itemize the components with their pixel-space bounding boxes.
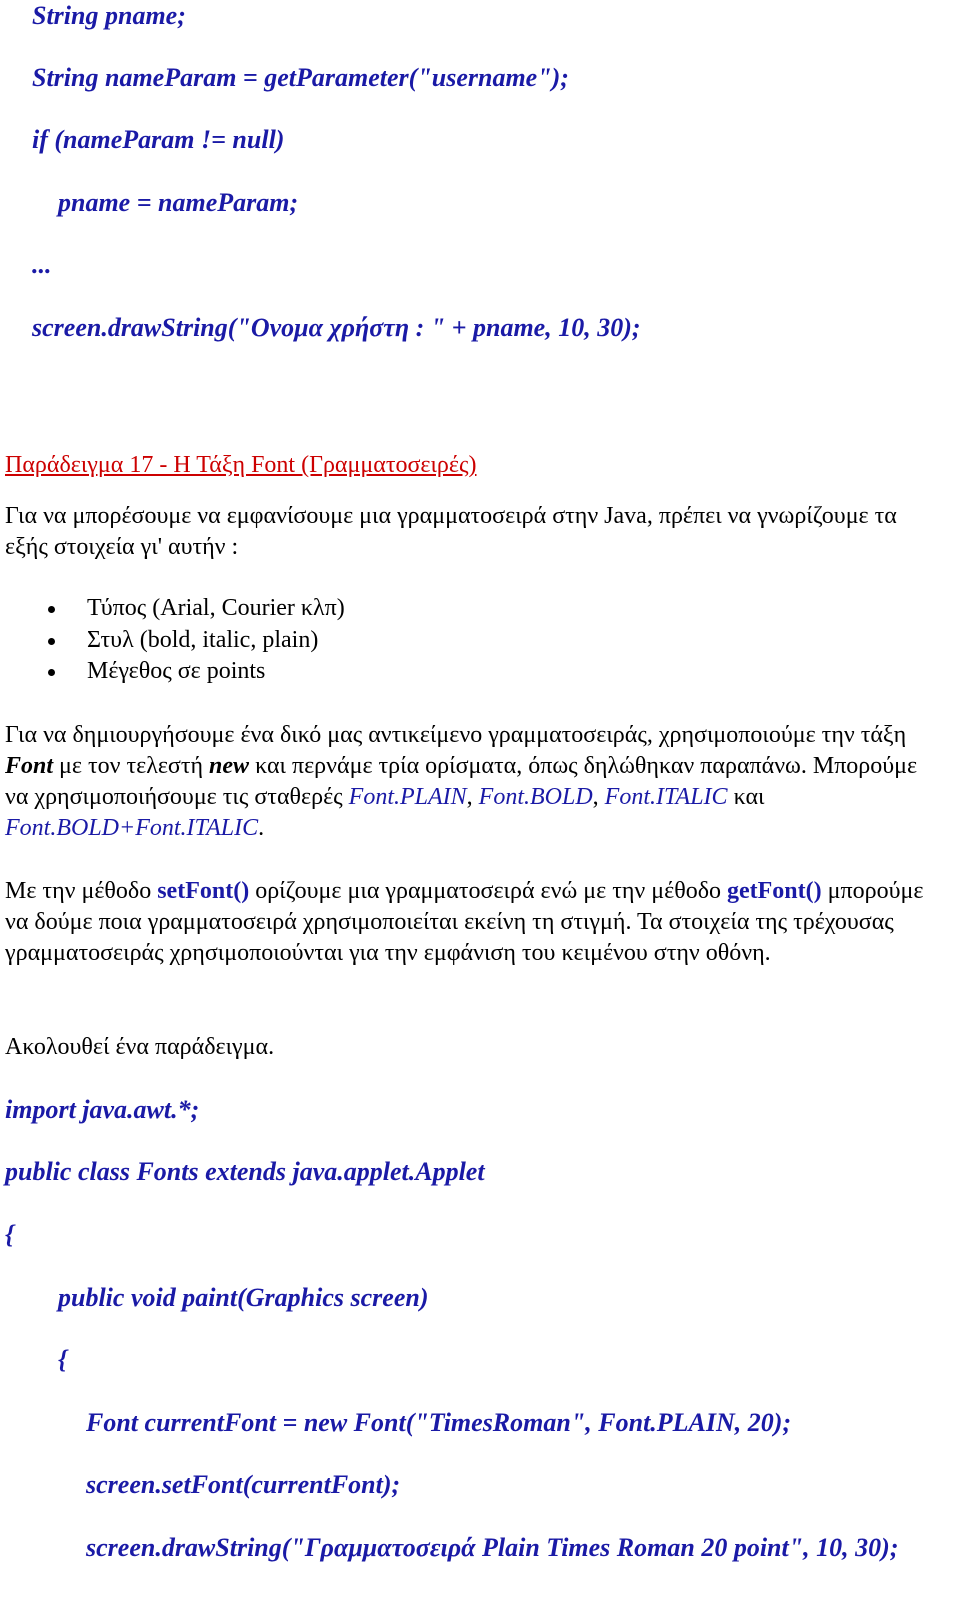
method-name: getFont(): [727, 878, 822, 904]
text-span: ,: [466, 784, 479, 810]
code-line: pname = nameParam;: [58, 188, 299, 217]
code-line: ...: [32, 250, 52, 279]
code-line: String pname;: [32, 1, 186, 30]
list-item-label: Μέγεθος σε points: [87, 658, 266, 684]
intro-paragraph: Για να μπορέσουμε να εμφανίσουμε μια γραμματοσειρά στην Java, πρέπει να γνωρίζουμε τα εξής στοιχεία γι' αυτήν :: [5, 503, 897, 560]
list-item: [5, 593, 345, 625]
code-line: if (nameParam != null): [32, 125, 285, 154]
code-line: {: [58, 1345, 68, 1374]
code-line: import java.awt.*;: [5, 1095, 200, 1124]
bullet-icon: [48, 606, 55, 613]
code-line: public void paint(Graphics screen): [58, 1283, 429, 1312]
text-span: Για να δημιουργήσουμε ένα δικό μας αντικείμενο γραμματοσειράς, χρησιμοποιούμε την τάξη: [5, 722, 907, 748]
text-span: μπορούμε να δούμε ποια γραμματοσειρά χρησιμοποιείται εκείνη τη στιγμή. Τα στοιχεία της τρέχουσας γραμματοσειράς χρησιμοποιούνται για την εμφάνιση του κειμένου στην οθόνη.: [5, 878, 924, 966]
constant-name: Font.ITALIC: [604, 784, 728, 810]
text-span: .: [258, 815, 265, 841]
code-line: screen.drawString("Γραμματοσειρά Plain Times Roman 20 point", 10, 30);: [86, 1533, 899, 1562]
bullet-icon: [48, 638, 55, 645]
constant-name: Font.PLAIN: [348, 784, 467, 810]
text-span: με τον τελεστή: [53, 753, 210, 779]
font-class-paragraph: [5, 720, 945, 844]
new-keyword: new: [209, 753, 250, 779]
text-span: ,: [592, 784, 605, 810]
code-line: String nameParam = getParameter("username");: [32, 63, 569, 92]
example-intro-paragraph: Ακολουθεί ένα παράδειγμα.: [5, 1034, 275, 1060]
code-line: screen.drawString("Ονομα χρήστη : " + pname, 10, 30);: [32, 313, 641, 342]
bullet-icon: [48, 669, 55, 676]
list-item-label: Στυλ (bold, italic, plain): [87, 626, 319, 653]
code-line: screen.setFont(currentFont);: [86, 1470, 401, 1499]
method-name: setFont(): [157, 878, 250, 904]
list-item: [5, 625, 345, 657]
code-line: Font currentFont = new Font("TimesRoman", Font.PLAIN, 20);: [86, 1408, 792, 1437]
setfont-paragraph: [5, 876, 945, 969]
section-heading-link[interactable]: Παράδειγμα 17 - Η Τάξη Font (Γραμματοσειρές): [5, 452, 477, 478]
list-item: [5, 656, 345, 688]
text-span: και: [727, 784, 765, 810]
text-span: και περνάμε τρία ορίσματα, όπως δηλώθηκαν παραπάνω. Μπορούμε να χρησιμοποιήσουμε τις σταθερές: [5, 753, 918, 810]
code-line: public class Fonts extends java.applet.Applet: [5, 1157, 485, 1186]
constant-name: Font.BOLD+Font.ITALIC: [5, 815, 259, 841]
text-span: Με την μέθοδο: [5, 878, 158, 904]
code-line: {: [5, 1220, 15, 1249]
list-item-label: Τύπος (Arial, Courier κλπ): [87, 595, 345, 621]
text-span: ορίζουμε μια γραμματοσειρά ενώ με την μέθοδο: [249, 878, 727, 904]
font-keyword: Font: [5, 753, 54, 779]
font-properties-list: [5, 593, 345, 688]
constant-name: Font.BOLD: [478, 784, 593, 810]
